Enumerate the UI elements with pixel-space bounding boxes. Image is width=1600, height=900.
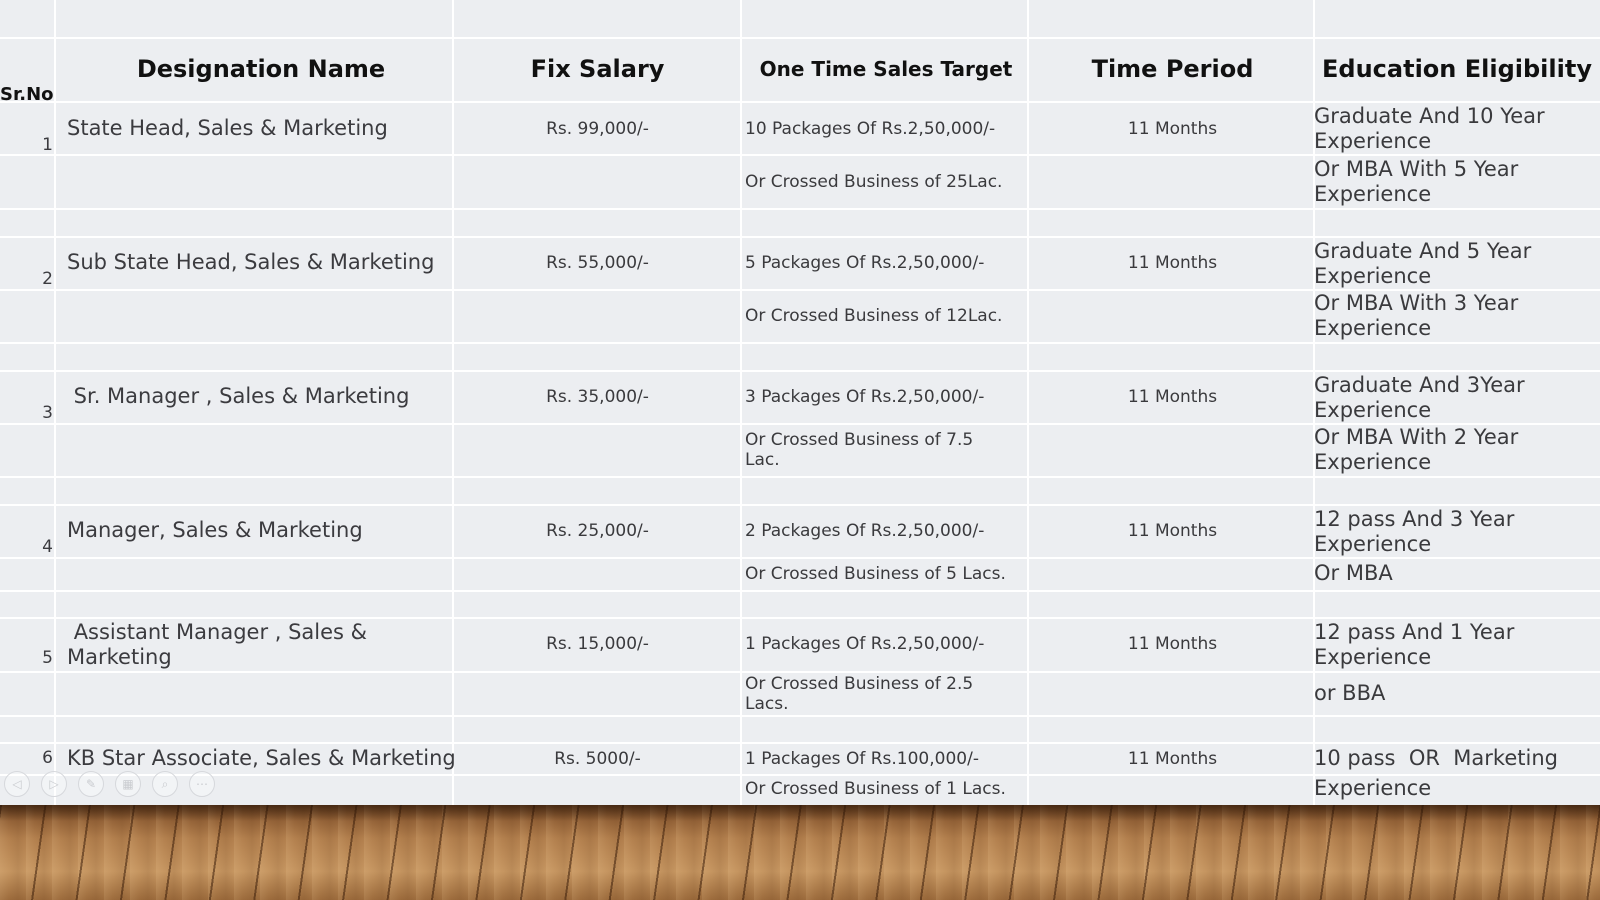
sales-target-alt-cell: Or Crossed Business of 25Lac. (745, 171, 1003, 192)
designation-cell: KB Star Associate, Sales & Marketing (67, 746, 456, 771)
education-alt-cell: Or MBA (1314, 561, 1393, 586)
more-options-icon: ⋯ (196, 777, 208, 791)
floor-shadow (0, 805, 1600, 821)
row-divider (0, 37, 1600, 39)
sales-target-cell: 1 Packages Of Rs.100,000/- (745, 748, 979, 769)
time-period-cell: 11 Months (1127, 252, 1218, 273)
education-alt-cell: or BBA (1314, 681, 1386, 706)
header-designation: Designation Name (136, 54, 386, 83)
salary-cell: Rs. 5000/- (554, 748, 641, 769)
row-divider (0, 590, 1600, 592)
sales-target-alt-cell: Or Crossed Business of 7.5 Lac. (745, 429, 974, 470)
previous-slide-button[interactable] (4, 771, 30, 797)
time-period-cell: 11 Months (1127, 118, 1218, 139)
slides-grid-button[interactable] (115, 771, 141, 797)
salary-cell: Rs. 99,000/- (546, 118, 649, 139)
header-srno: Sr.No (0, 84, 54, 106)
header-education: Education Eligibility (1322, 54, 1592, 83)
education-cell: 10 pass OR Marketing (1314, 746, 1558, 771)
designation-cell: State Head, Sales & Marketing (67, 116, 388, 141)
salary-cell: Rs. 25,000/- (546, 520, 649, 541)
sales-target-alt-cell: Or Crossed Business of 2.5 Lacs. (745, 673, 974, 714)
time-period-cell: 11 Months (1127, 520, 1218, 541)
salary-cell: Rs. 55,000/- (546, 252, 649, 273)
time-period-cell: 11 Months (1127, 633, 1218, 654)
slideshow-toolbar (4, 771, 215, 797)
education-cell: Graduate And 3Year Experience (1314, 372, 1525, 422)
previous-slide-icon: ◁ (12, 777, 22, 791)
time-period-cell: 11 Months (1127, 748, 1218, 769)
header-time-period: Time Period (1091, 54, 1254, 83)
header-sales-target: One Time Sales Target (759, 57, 1013, 81)
row-serial-number: 3 (42, 402, 53, 423)
sales-target-alt-cell: Or Crossed Business of 1 Lacs. (745, 778, 1006, 799)
education-alt-cell: Or MBA With 3 Year Experience (1314, 290, 1519, 340)
time-period-cell: 11 Months (1127, 386, 1218, 407)
designation-cell: Sr. Manager , Sales & Marketing (67, 384, 410, 409)
salary-cell: Rs. 35,000/- (546, 386, 649, 407)
next-slide-button[interactable] (41, 771, 67, 797)
sales-target-cell: 5 Packages Of Rs.2,50,000/- (745, 252, 985, 273)
sales-target-cell: 2 Packages Of Rs.2,50,000/- (745, 520, 985, 541)
sales-target-alt-cell: Or Crossed Business of 5 Lacs. (745, 564, 1006, 585)
designation-cell: Manager, Sales & Marketing (67, 518, 363, 543)
row-divider (0, 715, 1600, 717)
sales-target-cell: 10 Packages Of Rs.2,50,000/- (745, 118, 996, 139)
education-alt-cell: Or MBA With 5 Year Experience (1314, 156, 1519, 206)
row-serial-number: 2 (42, 268, 53, 289)
header-fix-salary: Fix Salary (530, 54, 665, 83)
row-serial-number: 6 (42, 747, 53, 768)
salary-cell: Rs. 15,000/- (546, 633, 649, 654)
designation-cell: Assistant Manager , Sales & Marketing (67, 619, 374, 669)
row-divider (0, 476, 1600, 478)
education-alt-cell: Or MBA With 2 Year Experience (1314, 424, 1519, 474)
education-alt-cell: Experience (1314, 776, 1432, 801)
sales-target-cell: 3 Packages Of Rs.2,50,000/- (745, 386, 985, 407)
slides-grid-icon: ▦ (122, 777, 134, 791)
zoom-button[interactable] (152, 771, 178, 797)
sales-target-cell: 1 Packages Of Rs.2,50,000/- (745, 633, 985, 654)
education-cell: 12 pass And 3 Year Experience (1314, 506, 1515, 556)
education-cell: Graduate And 5 Year Experience (1314, 238, 1532, 288)
zoom-icon: ⌕ (161, 776, 169, 791)
row-divider (0, 208, 1600, 210)
pen-icon: ✎ (85, 777, 97, 791)
row-serial-number: 4 (42, 536, 53, 557)
education-cell: 12 pass And 1 Year Experience (1314, 619, 1515, 669)
sales-target-alt-cell: Or Crossed Business of 12Lac. (745, 305, 1003, 326)
education-cell: Graduate And 10 Year Experience (1314, 103, 1545, 153)
column-divider (740, 0, 742, 805)
designation-cell: Sub State Head, Sales & Marketing (67, 250, 435, 275)
pen-tool-button[interactable] (78, 771, 104, 797)
next-slide-icon: ▷ (49, 777, 59, 791)
row-divider (0, 742, 1600, 744)
row-divider (0, 342, 1600, 344)
more-options-button[interactable] (189, 771, 215, 797)
row-serial-number: 5 (42, 647, 53, 668)
row-serial-number: 1 (42, 134, 53, 155)
